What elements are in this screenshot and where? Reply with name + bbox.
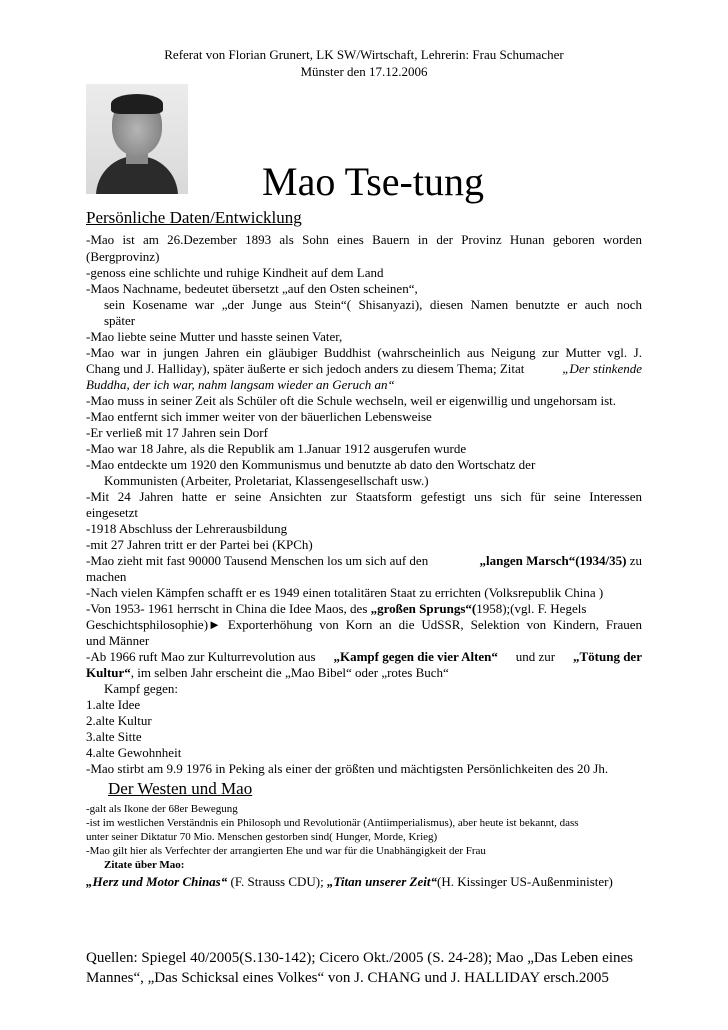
emphasis-fragment: „großen Sprungs“(	[370, 601, 477, 616]
sources-line-1: Quellen: Spiegel 40/2005(S.130-142); Cicero Okt./2005 (S. 24-28); Mao „Das Leben eines	[86, 950, 633, 966]
sources-line-2: Mannes“, „Das Schicksal eines Volkes“ von J. CHANG und J. HALLIDAY ersch.2005	[86, 970, 609, 986]
text-line: und Männer	[86, 633, 150, 648]
text-line: eingesetzt	[86, 505, 138, 520]
text-fragment: und zur	[515, 649, 556, 664]
text-fragment: Chang und J. Halliday), später äußerte er sich jedoch anders zu diesem Thema; Zitat	[86, 361, 525, 376]
list-item: 4.alte Gewohnheit	[86, 745, 182, 760]
text-line: Geschichtsphilosophie)► Exporterhöhung von Korn an die UdSSR, Selektion von Kindern, Frauen	[86, 617, 642, 632]
text-fragment: (H. Kissinger US-Außenminister)	[437, 874, 613, 889]
text-fragment: 1958);(vgl. F. Hegels	[476, 601, 587, 616]
emphasis-fragment: „Tötung der	[572, 649, 642, 664]
text-line: -Nach vielen Kämpfen schafft er es 1949 einen totalitären Staat zu errichten (Volksrepublik China )	[86, 585, 604, 600]
quotes-line	[86, 873, 613, 890]
emphasis-fragment: Kultur“	[86, 665, 131, 680]
text-line: -galt als Ikone der 68er Bewegung	[86, 803, 238, 815]
text-fragment: -Ab 1966 ruft Mao zur Kulturrevolution aus	[86, 649, 316, 664]
text-line	[86, 648, 642, 665]
text-line: -1918 Abschluss der Lehrerausbildung	[86, 521, 288, 536]
portrait-photo	[86, 84, 188, 194]
text-line: (Bergprovinz)	[86, 249, 160, 264]
text-line: -mit 27 Jahren tritt er der Partei bei (KPCh)	[86, 537, 313, 552]
quote-line	[86, 376, 395, 393]
text-line	[86, 552, 642, 569]
header-date-line: Münster den 17.12.2006	[300, 64, 428, 79]
text-line: -Mao war 18 Jahre, als die Republik am 1.Januar 1912 ausgerufen wurde	[86, 441, 467, 456]
text-line: -ist im westlichen Verständnis ein Philosoph und Revolutionär (Antiimperialismus), aber heute ist bekannt, dass	[86, 817, 579, 829]
text-line: sein Kosename war „der Junge aus Stein“( Shisanyazi), diesen Namen benutzte er auch noch	[104, 297, 642, 312]
text-fragment: -Von 1953- 1961 herrscht in China die Idee Maos, des	[86, 601, 368, 616]
text-line: Zitate über Mao:	[104, 859, 185, 871]
text-line	[86, 664, 449, 681]
text-fragment: , im selben Jahr erscheint die „Mao Bibel“ oder „rotes Buch“	[130, 665, 449, 680]
text-fragment: (F. Strauss CDU);	[227, 874, 327, 889]
text-line: -Mao war in jungen Jahren ein gläubiger Buddhist (wahrscheinlich aus Neigung zur Mutter vgl. J.	[86, 345, 642, 360]
text-line: -Mao liebte seine Mutter und hasste seinen Vater,	[86, 329, 343, 344]
list-item: 1.alte Idee	[86, 697, 141, 712]
text-line: -Mao stirbt am 9.9 1976 in Peking als einer der größten und mächtigsten Persönlichkeiten des 20 Jh.	[86, 761, 609, 776]
text-line: -Mao entfernt sich immer weiter von der bäuerlichen Lebensweise	[86, 409, 432, 424]
quote-fragment: „Der stinkende	[562, 361, 642, 376]
text-fragment: -Mao zieht mit fast 90000 Tausend Menschen los um sich auf den	[86, 553, 429, 568]
text-line: -Maos Nachname, bedeutet übersetzt „auf den Osten scheinen“,	[86, 281, 418, 296]
text-line: -Mao muss in seiner Zeit als Schüler oft die Schule wechseln, weil er eigenwillig und ungehorsam ist.	[86, 393, 616, 408]
text-line	[86, 360, 642, 377]
text-line: Kommunisten (Arbeiter, Proletariat, Klassengesellschaft usw.)	[104, 473, 429, 488]
quote-fragment: „Titan unserer Zeit“	[326, 874, 437, 889]
emphasis-fragment: „langen Marsch“(1934/35)	[479, 553, 627, 568]
section-heading-personal: Persönliche Daten/Entwicklung	[86, 208, 302, 227]
text-line: -Mit 24 Jahren hatte er seine Ansichten zur Staatsform gefestigt uns sich für seine Interessen	[86, 489, 642, 504]
text-line: Kampf gegen:	[104, 681, 179, 696]
text-line: -genoss eine schlichte und ruhige Kindheit auf dem Land	[86, 265, 384, 280]
text-line: -Mao gilt hier als Verfechter der arrangierten Ehe und war für die Unabhängigkeit der Frau	[86, 845, 486, 857]
document-title: Mao Tse-tung	[262, 159, 484, 204]
text-line: unter seiner Diktatur 70 Mio. Menschen gestorben sind( Hunger, Morde, Krieg)	[86, 831, 438, 843]
text-line: -Mao ist am 26.Dezember 1893 als Sohn eines Bauern in der Provinz Hunan geboren worden	[86, 232, 642, 247]
section-heading-west: Der Westen und Mao	[108, 779, 253, 798]
text-line: -Mao entdeckte um 1920 den Kommunismus und benutzte ab dato den Wortschatz der	[86, 457, 536, 472]
text-line: machen	[86, 569, 127, 584]
list-item: 3.alte Sitte	[86, 729, 142, 744]
text-line: -Er verließ mit 17 Jahren sein Dorf	[86, 425, 268, 440]
text-line: später	[104, 313, 136, 328]
quote-fragment: Buddha, der ich war, nahm langsam wieder an Geruch an“	[86, 377, 395, 392]
emphasis-fragment: „Kampf gegen die vier Alten“	[333, 649, 498, 664]
list-item: 2.alte Kultur	[86, 713, 152, 728]
quote-fragment: „Herz und Motor Chinas“	[86, 874, 228, 889]
text-line	[86, 600, 642, 617]
header-author-line: Referat von Florian Grunert, LK SW/Wirtschaft, Lehrerin: Frau Schumacher	[164, 47, 564, 62]
text-fragment: zu	[629, 553, 642, 568]
